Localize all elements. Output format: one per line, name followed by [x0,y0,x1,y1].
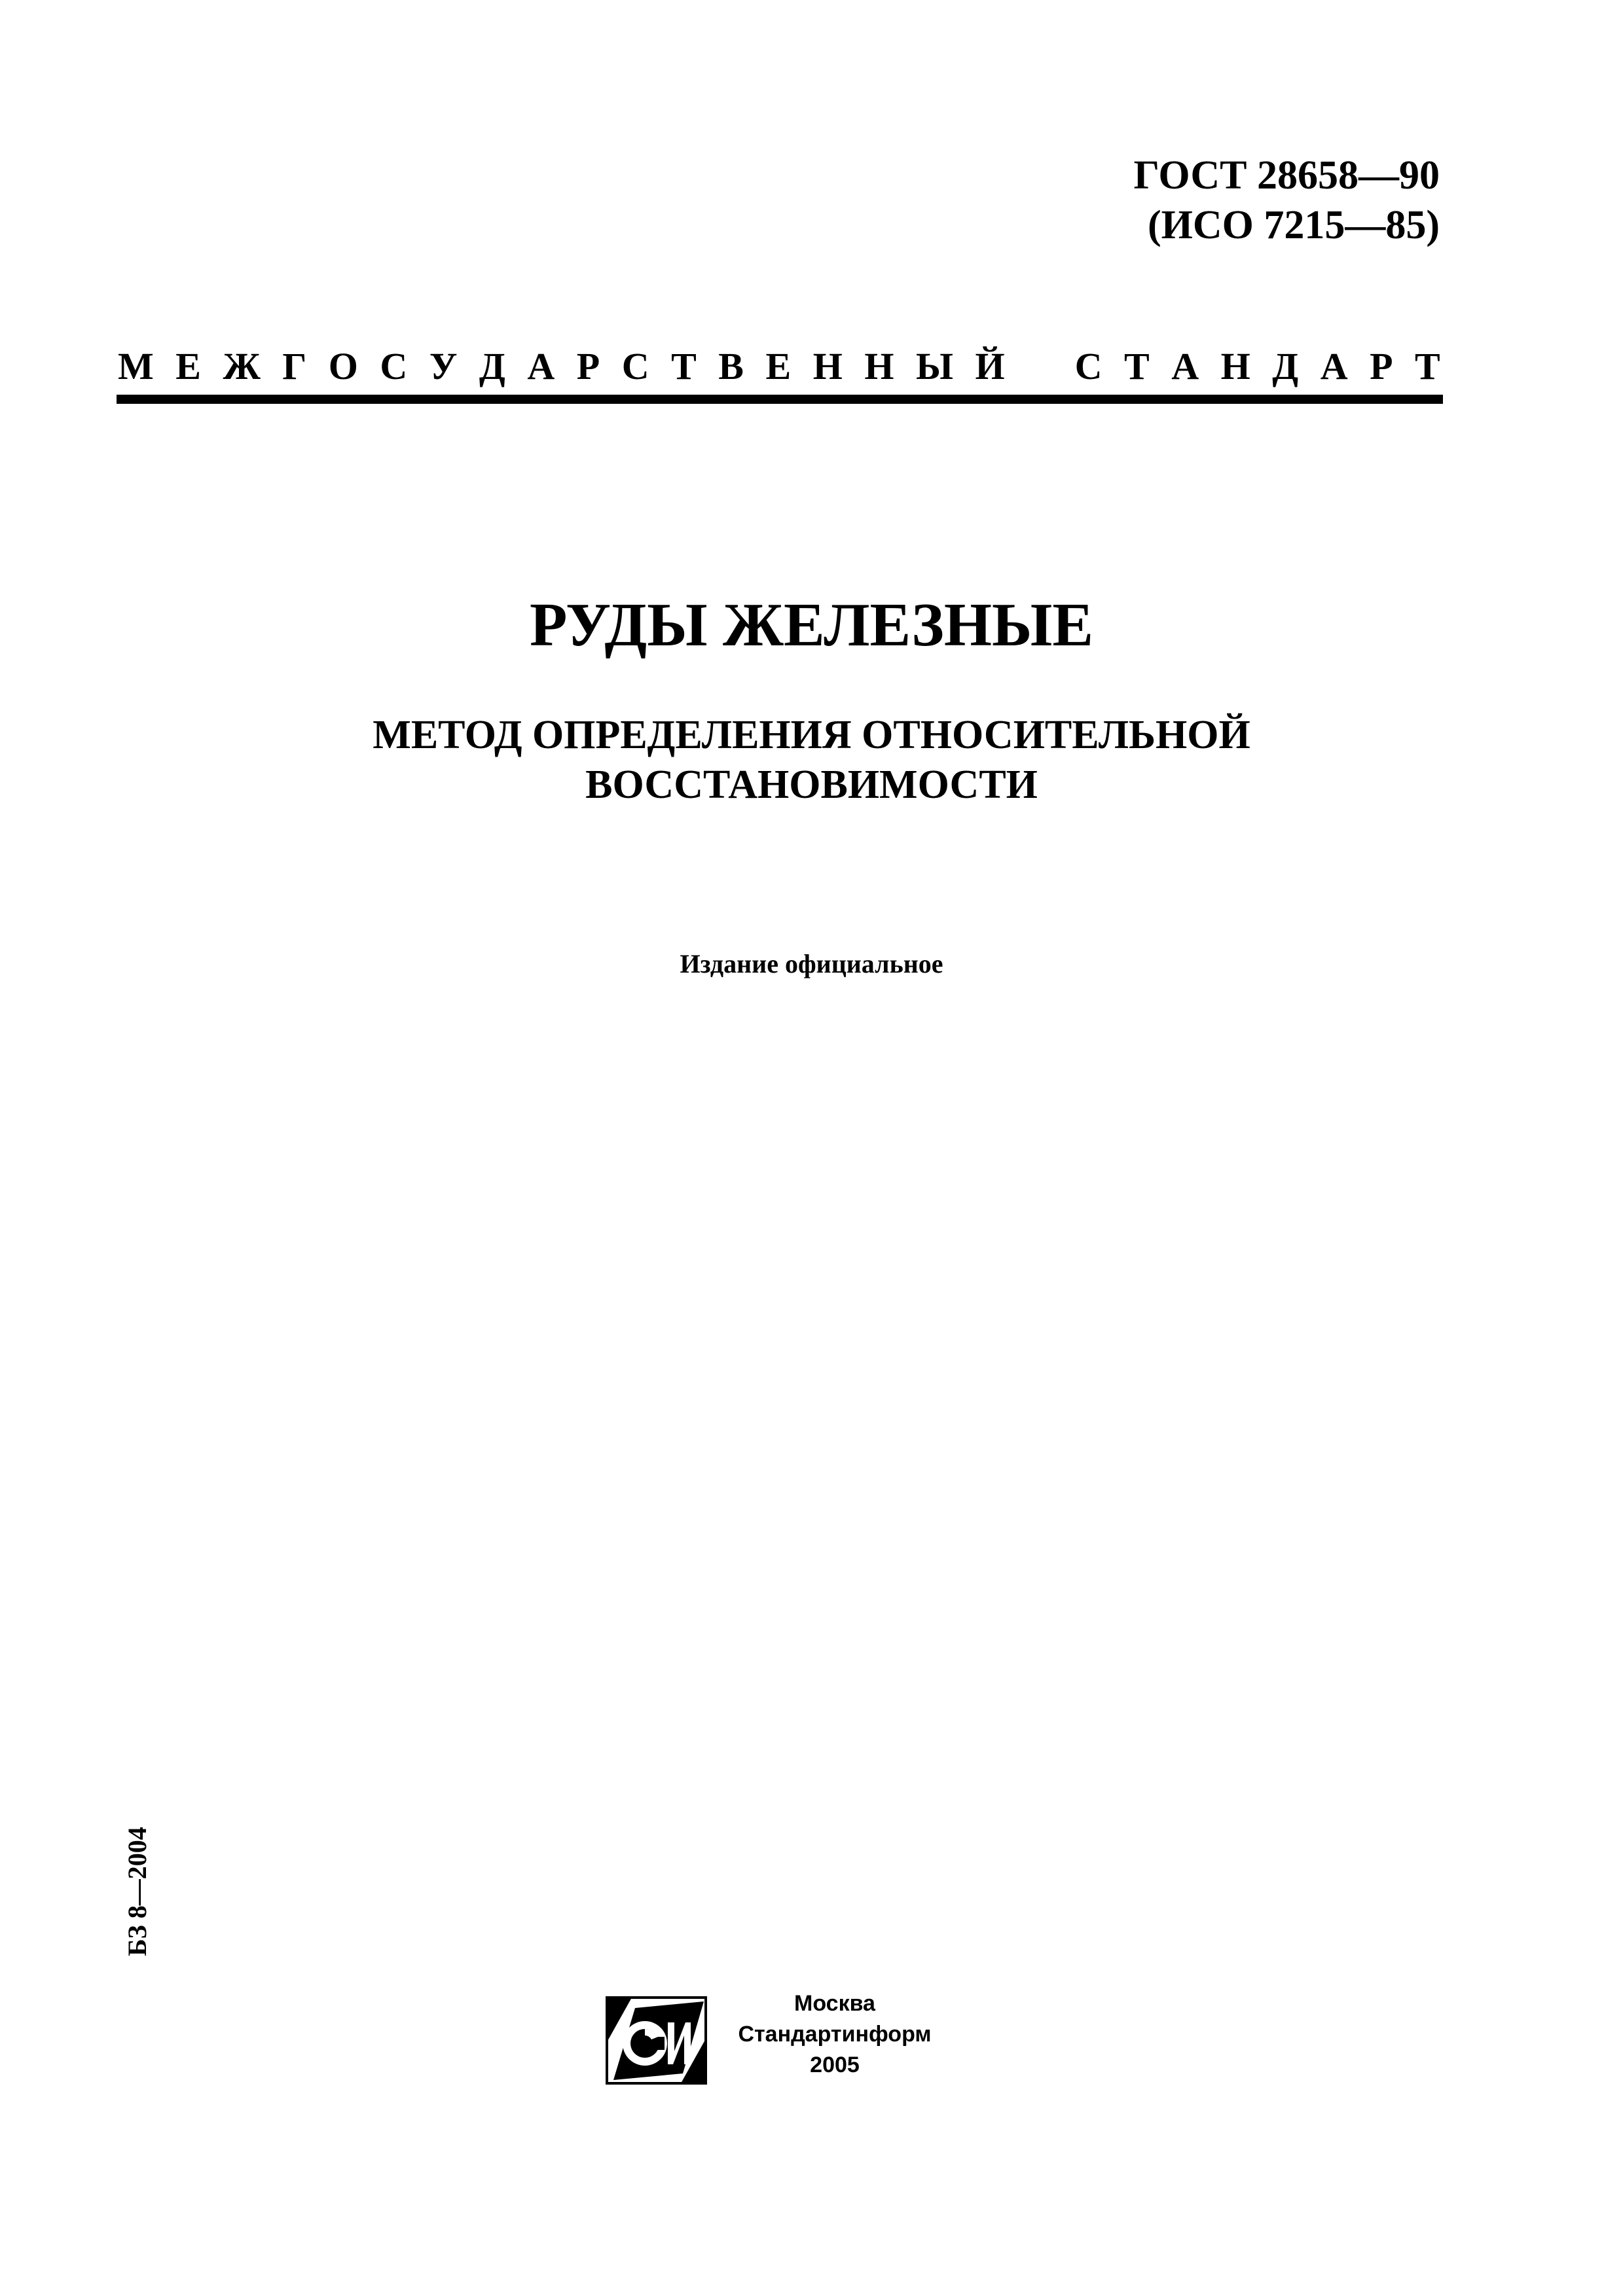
heading-letter: Т [671,345,697,387]
publisher-city: Москва [794,1991,875,2016]
heading-letter: А [527,345,555,387]
iso-number: (ИСО 7215—85) [1147,203,1440,247]
heading-letter: Р [1370,345,1393,387]
heading-letter: Т [1124,345,1150,387]
heading-rule [117,395,1443,404]
heading-letter: В [718,345,744,387]
document-subtitle [0,710,1623,810]
heading-letter: Е [175,345,201,387]
heading-letter: М [118,345,154,387]
publisher-name: Стандартинформ [738,2022,932,2047]
document-title: РУДЫ ЖЕЛЕЗНЫЕ [529,591,1094,659]
side-code-text: БЗ 8—2004 [122,1827,152,1956]
heading-letter: С [621,345,649,387]
publisher-block [727,1988,943,2081]
heading-letter: Д [1272,345,1299,387]
heading-letter: У [429,345,458,387]
heading-letter: О [328,345,358,387]
standartinform-logo-icon [606,1996,707,2085]
heading-letter: Н [864,345,894,387]
gost-number: ГОСТ 28658—90 [1133,153,1440,198]
heading-letter: С [380,345,408,387]
heading-letter: Н [812,345,843,387]
heading-letter: Н [1220,345,1250,387]
heading-letter: Е [765,345,792,387]
standard-type-heading [118,340,1440,393]
heading-letter: Р [576,345,600,387]
gost-code-block [1133,151,1440,250]
subtitle-line: МЕТОД ОПРЕДЕЛЕНИЯ ОТНОСИТЕЛЬНОЙ [373,713,1250,757]
heading-letter: А [1171,345,1199,387]
edition-label: Издание официальное [680,949,943,978]
heading-letter: Д [479,345,505,387]
heading-letter: Ж [223,345,261,387]
heading-letter: Й [975,345,1005,387]
heading-letter: Ы [915,345,953,387]
heading-letter: Т [1415,345,1440,387]
heading-letter: Г [282,345,307,387]
publisher-year: 2005 [810,2053,860,2077]
subtitle-line: ВОССТАНОВИМОСТИ [585,762,1038,807]
heading-letter: А [1320,345,1348,387]
side-code [118,1806,157,1977]
heading-letter: С [1074,345,1103,387]
